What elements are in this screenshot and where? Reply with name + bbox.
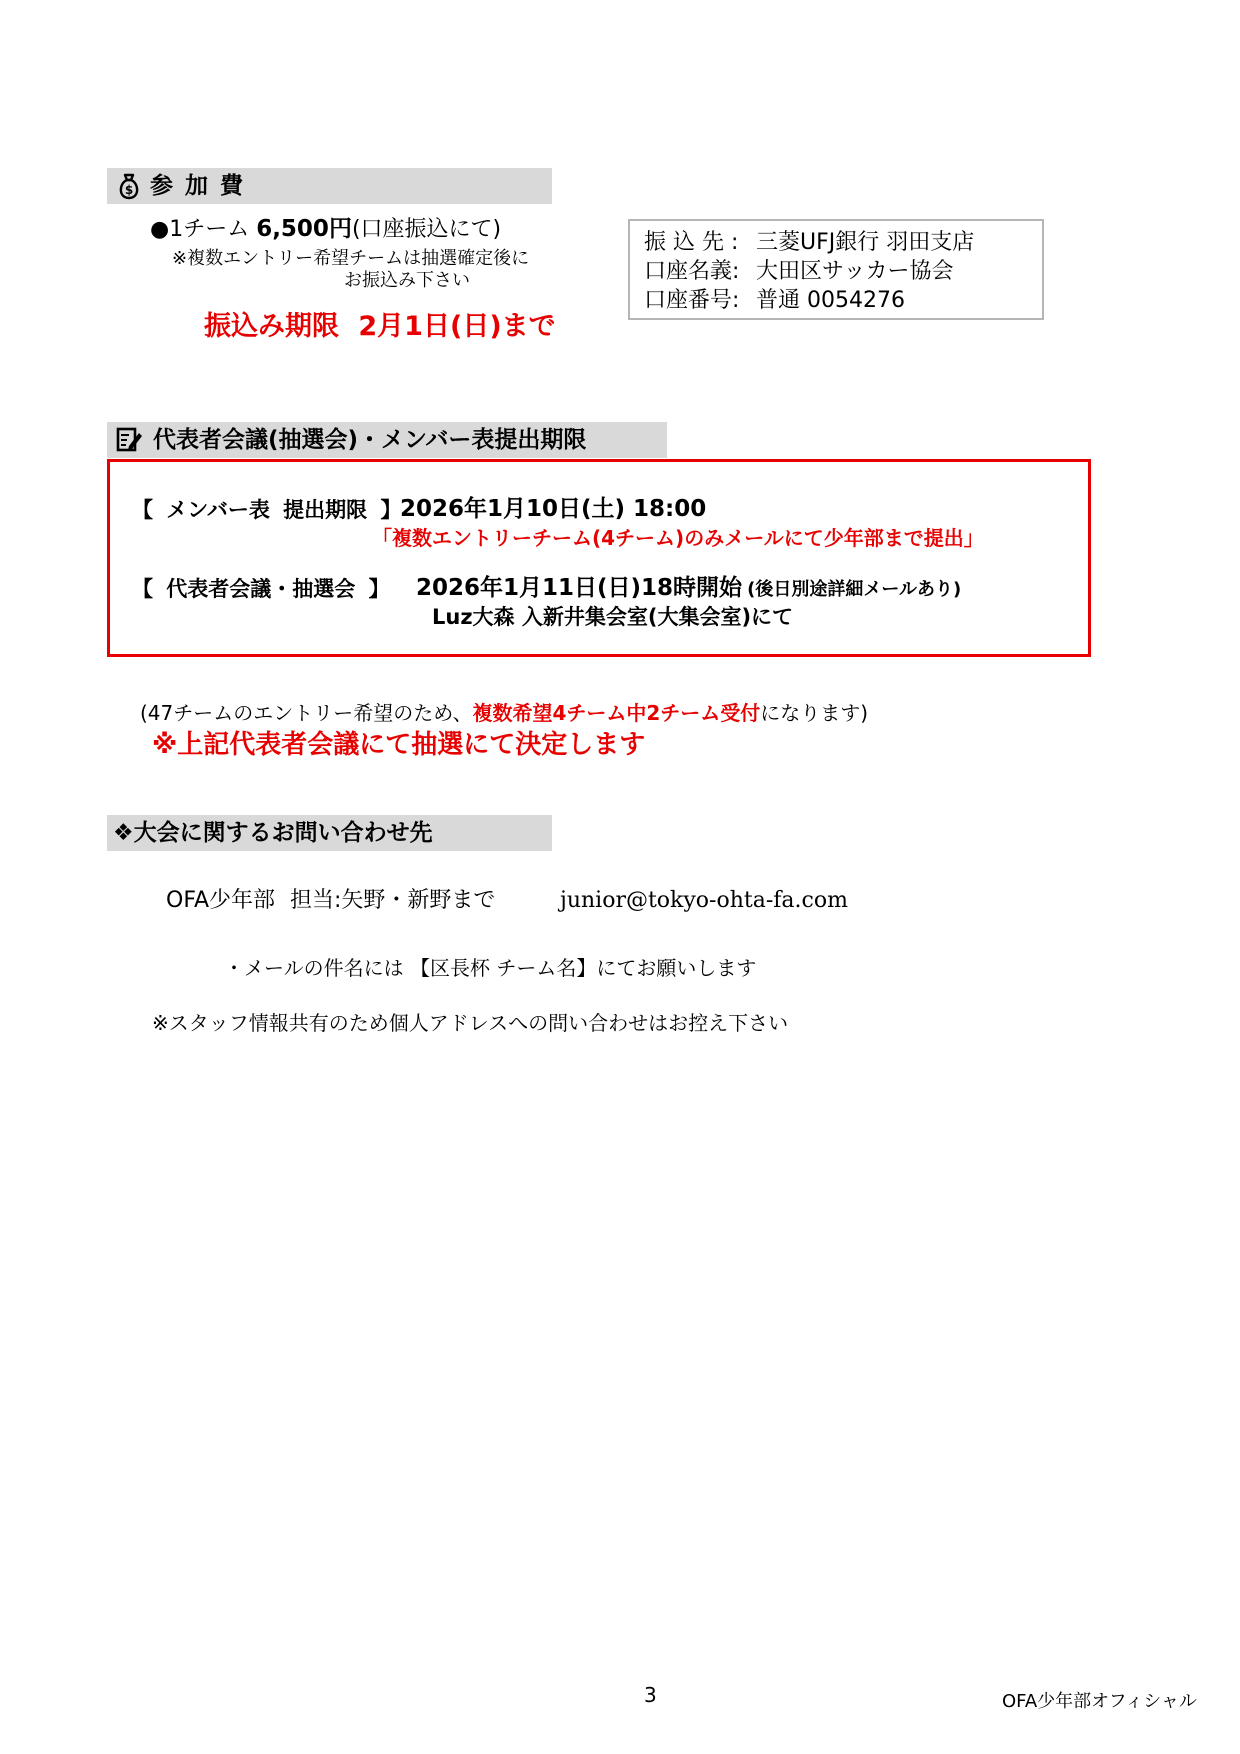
page-number: 3 (644, 1683, 657, 1707)
money-bag-icon (114, 171, 144, 201)
bank-holder-value: 大田区サッカー協会 (756, 259, 954, 284)
lottery-label: 【 代表者会議・抽選会 】 (132, 577, 390, 601)
contact-person: OFA少年部 担当:矢野・新野まで (166, 888, 496, 913)
fee-note-line2: お振込み下さい (344, 270, 470, 291)
footer-brand: OFA少年部オフィシャル (1002, 1691, 1197, 1712)
lottery-date: 2026年1月11日(日)18時開始 (416, 575, 743, 601)
lottery-date-line (416, 572, 961, 606)
mail-subject-note: ・メールの件名には 【区長杯 チーム名】にてお願いします (224, 956, 757, 980)
deadline-box (107, 459, 1091, 657)
member-deadline-label: 【 メンバー表 提出期限 】 (132, 498, 402, 522)
meeting-heading: 代表者会議(抽選会)・メンバー表提出期限 (153, 427, 587, 453)
svg-text:$: $ (124, 183, 134, 197)
fee-line-suffix: (口座振込にて) (351, 217, 502, 242)
lottery-note: (後日別途詳細メールあり) (747, 579, 962, 600)
bank-info-box (628, 219, 1044, 320)
fee-heading: 参 加 費 (150, 173, 246, 199)
bank-row-holder (644, 258, 954, 286)
fee-note-line1: ※複数エントリー希望チームは抽選確定後に (172, 248, 530, 269)
lottery-venue: Luz大森 入新井集会室(大集会室)にて (432, 605, 794, 629)
privacy-note: ※スタッフ情報共有のため個人アドレスへの問い合わせはお控え下さい (152, 1011, 789, 1035)
edit-document-icon (115, 425, 143, 453)
entry-note-suffix: になります) (760, 701, 869, 725)
bank-row-account (644, 287, 905, 315)
bank-payee-value: 三菱UFJ銀行 羽田支店 (756, 230, 975, 255)
fee-line (150, 215, 501, 244)
fee-deadline: 振込み期限 2月1日(日)まで (204, 311, 556, 342)
entry-note-prefix: (47チームのエントリー希望のため、 (140, 701, 473, 725)
contact-heading: ❖大会に関するお問い合わせ先 (113, 820, 433, 846)
fee-line-prefix: ●1チーム (150, 217, 257, 242)
entry-note-line (140, 700, 868, 726)
bank-row-payee (644, 229, 974, 257)
member-deadline-date: 2026年1月10日(土) 18:00 (400, 496, 707, 522)
entry-note-highlight: 複数希望4チーム中2チーム受付 (472, 701, 761, 725)
bank-holder-label: 口座名義: (644, 259, 740, 284)
fee-amount: 6,500円 (256, 216, 352, 242)
lottery-decision-note: ※上記代表者会議にて抽選にて決定します (152, 730, 646, 760)
contact-email-link[interactable]: junior@tokyo-ohta-fa.com (560, 888, 848, 913)
bank-account-label: 口座番号: (644, 288, 740, 313)
bank-account-value: 普通 0054276 (756, 288, 905, 313)
member-deadline-note: 「複数エントリーチーム(4チーム)のみメールにて少年部まで提出」 (372, 526, 984, 550)
bank-payee-label: 振 込 先 : (644, 230, 739, 255)
